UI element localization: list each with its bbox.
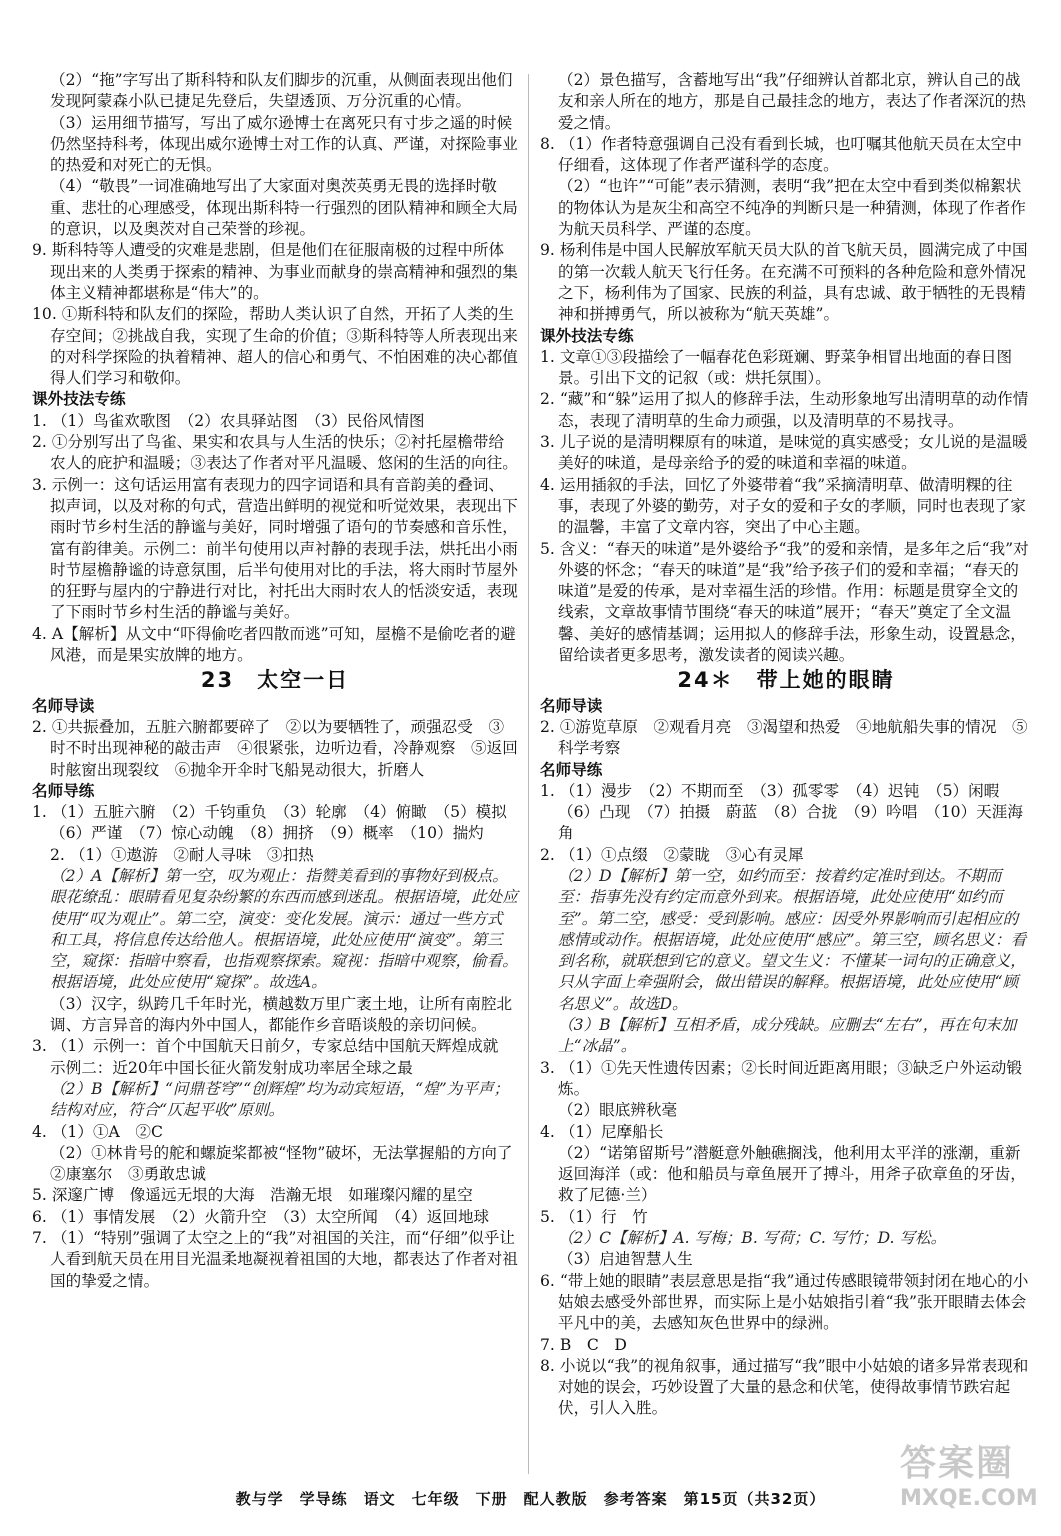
answer-paragraph: 2. （1）①点缀 ②蒙眬 ③心有灵犀 (540, 845, 804, 864)
answer-paragraph: （2）眼底辨秋毫 (558, 1101, 678, 1120)
answer-paragraph: 3. 儿子说的是清明粿原有的味道，是味觉的真实感受；女儿说的是温暖美好的味道，是母亲给予的爱的味道和幸福的味道。 (540, 433, 1028, 473)
watermark-url: MXQE.COM (900, 1486, 1038, 1511)
answer-paragraph: 9. 斯科特等人遭受的灾难是悲剧，但是他们在征服南极的过程中所体现出来的人类勇于探索的精神、为事业而献身的崇高精神和强烈的集体主义精神都堪称是“伟大”的。 (32, 241, 518, 302)
answer-paragraph: 7. （1）“特别”强调了太空之上的“我”对祖国的关注，而“仔细”似乎让人看到航天员在用目光温柔地凝视着祖国的大地，都表达了作者对祖国的挚爱之情。 (32, 1229, 518, 1290)
analysis-note: （2）D【解析】第一空，如约而至：按着约定准时到达。不期而至：指事先没有约定而意外到来。根据语境，此处应使用“如约而至”。第二空，感受：受到影响。感应：因受外界影响而引起相应的感情或动作。根据语境，此处应使用“感应”。第三空，顾名思义：看到名称，就联想到它的意义。望文生义：不懂某一词句的正确意义，只从字面上牵强附会，做出错误的解释。根据语境，此处应使用“顾名思义”。故选D。 (558, 866, 1027, 1013)
analysis-note: （3）B【解析】互相矛盾，成分残缺。应删去“左右”，再在句末加上“冰晶”。 (558, 1016, 1017, 1056)
answer-paragraph: 5. 含义：“春天的味道”是外婆给予“我”的爱和亲情，是多年之后“我”对外婆的怀念；“春天的味道”是“我”给予孩子们的爱和幸福；“春天的味道”是爱的传承，是对幸福生活的珍惜。作用：标题是贯穿全文的线索，文章故事情节围绕“春天的味道”展开；“春天”奠定了全文温馨、美好的感情基调；运用拟人的修辞手法，形象生动，设置悬念，留给读者更多思考，激发读者的阅读兴趣。 (540, 539, 1029, 665)
left-column (32, 70, 529, 1478)
answer-paragraph: （3）汉字，纵跨几千年时光，横越数万里广袤土地，让所有南腔北调、方言异音的海内外中国人，都能作乡音晤谈般的亲切问候。 (50, 994, 513, 1035)
section-heading: 课外技法专练 (540, 326, 634, 345)
answer-paragraph: 4. A【解析】从文中“吓得偷吃者四散而逃”可知，屋檐不是偷吃者的避风港，而是果实放牌的地方。 (32, 624, 516, 665)
answer-paragraph: 示例二：近20年中国长征火箭发射成功率居全球之最 (50, 1058, 413, 1077)
section-heading: 名师导读 (32, 696, 95, 715)
answer-paragraph: 6. （1）事情发展 （2）火箭升空 （3）太空所闻 （4）返回地球 (32, 1207, 490, 1226)
answer-paragraph: 2. （1）①遨游 ②耐人寻味 ③扣热 (50, 845, 314, 864)
section-heading: 名师导练 (540, 760, 603, 779)
answer-paragraph: 2. ①游览草原 ②观看月亮 ③渴望和热爱 ④地航船失事的情况 ⑤科学考察 (540, 717, 1028, 758)
answer-paragraph: （3）启迪智慧人生 (558, 1250, 693, 1269)
answer-paragraph: （2）“拖”字写出了斯科特和队友们脚步的沉重，从侧面表现出他们发现阿蒙森小队已捷足先登后，失望透顶、万分沉重的心情。 (50, 71, 513, 111)
answer-paragraph: 1. （1）漫步 （2）不期而至 （3）孤零零 （4）迟钝 （5）闲暇 （6）凸现 （7）拍摄 蔚蓝 （8）合拢 （9）吟唱 （10）天涯海角 (540, 781, 1023, 843)
analysis-note: （2）A【解析】第一空，叹为观止：指赞美看到的事物好到极点。眼花缭乱：眼睛看见复杂纷繁的东西而感到迷乱。根据语境，此处应使用“叹为观止”。第二空，演变：变化发展。演示：通过一些方式和工具，将信息传达给他人。根据语境，此处应使用“演变”。第三空，窥探：指暗中察看，也指观察探索。窥视：指暗中观察，偷看。根据语境，此处应使用“窥探”。故选A。 (50, 866, 518, 992)
column-divider (528, 74, 529, 1474)
answer-paragraph: （2）①林肯号的舵和螺旋桨都被“怪物”破坏，无法掌握船的方向了 ②康塞尔 ③勇敢忠诚 (50, 1143, 529, 1184)
section-heading: 名师导练 (32, 781, 95, 800)
analysis-note: （2）B【解析】“问鼎苍穹”“创辉煌”均为动宾短语，“煌”为平声；结构对应，符合“仄起平收”原则。 (50, 1079, 510, 1120)
answer-paragraph: （3）运用细节描写，写出了威尔逊博士在离死只有寸步之遥的时候仍然坚持科考，体现出威尔逊博士对工作的认真、严谨，对探险事业的热爱和对死亡的无惧。 (50, 113, 518, 175)
answer-paragraph: 8. 小说以“我”的视角叙事，通过描写“我”眼中小姑娘的诸多异常表现和对她的误会，巧妙设置了大量的悬念和伏笔，使得故事情节跌宕起伏，引人入胜。 (540, 1356, 1029, 1418)
chapter-title: 24＊ 带上她的眼睛 (677, 668, 895, 693)
answer-paragraph: 9. 杨利伟是中国人民解放军航天员大队的首飞航天员，圆满完成了中国的第一次载人航天飞行任务。在充满不可预料的各种危险和意外情况之下，杨利伟为了国家、民族的利益，具有忠诚、敢于牺牲的无畏精神和拼搏勇气，所以被称为“航天英雄”。 (540, 241, 1028, 324)
answer-paragraph: 2. “藏”和“躲”运用了拟人的修辞手法，生动形象地写出清明草的动作情态，表现了清明草的生命力顽强，以及清明草的不易找寻。 (540, 390, 1029, 430)
watermark-logo (900, 1442, 1050, 1532)
analysis-note: （2）C【解析】A. 写梅；B. 写荷；C. 写竹；D. 写松。 (558, 1229, 947, 1248)
answer-paragraph: 3. （1）①先天性遗传因素；②长时间近距离用眼；③缺乏户外运动锻炼。 (540, 1058, 1022, 1098)
answer-paragraph: （2）“诺第留斯号”潜艇意外触礁搁浅，他利用太平洋的涨潮，重新返回海洋（或：他和船员与章鱼展开了搏斗，用斧子砍章鱼的牙齿，救了尼德·兰） (558, 1143, 1026, 1205)
answer-paragraph: 7. B C D (540, 1335, 627, 1354)
answer-paragraph: 1. 文章①③段描绘了一幅春花色彩斑斓、野菜争相冒出地面的春日图景。引出下文的记叙（或：烘托氛围）。 (540, 347, 1013, 388)
answer-paragraph: 10. ①斯科特和队友们的探险，帮助人类认识了自然，开拓了人类的生存空间；②挑战自我，实现了生命的价值；③斯科特等人所表现出来的对科学探险的执着精神、超人的信心和勇气、不怕困难的决心都值得人们学习和敬仰。 (32, 305, 518, 388)
answer-paragraph: 8. （1）作者特意强调自己没有看到长城，也叮嘱其他航天员在太空中仔细看，这体现了作者严谨科学的态度。 (540, 134, 1022, 175)
answer-paragraph: 4. 运用插叙的手法，回忆了外婆带着“我”采摘清明草、做清明粿的往事，表现了外婆的勤劳，对子女的爱和子女的孝顺，同时也表现了家的温馨，丰富了文章内容，突出了中心主题。 (540, 475, 1026, 537)
answer-paragraph: （4）“敬畏”一词准确地写出了大家面对奥茨英勇无畏的选择时敬重、悲壮的心理感受，体现出斯科特一行强烈的团队精神和顾全大局的意识，以及奥茨对自己荣誉的珍视。 (50, 177, 518, 239)
watermark-mark: 答案圈 (900, 1443, 1015, 1484)
chapter-title: 23 太空一日 (200, 668, 350, 693)
answer-paragraph: 4. （1）①A ②C (32, 1122, 163, 1141)
section-heading: 课外技法专练 (32, 390, 126, 409)
answer-paragraph: 3. （1）示例一：首个中国航天日前夕，专家总结中国航天辉煌成就 (32, 1037, 499, 1056)
answer-paragraph: 5. （1）行 竹 (540, 1207, 648, 1226)
answer-paragraph: 6. “带上她的眼睛”表层意思是指“我”通过传感眼镜带领封闭在地心的小姑娘去感受外部世界，而实际上是小姑娘指引着“我”张开眼睛去体会平凡中的美，去感知灰色世界中的绿洲。 (540, 1271, 1029, 1333)
answer-paragraph: 1. （1）五脏六腑 （2）千钧重负 （3）轮廓 （4）俯瞰 （5）模拟 （6）严谨 （7）惊心动魄 （8）拥挤 （9）概率 （10）揣灼 (32, 803, 523, 843)
right-column (540, 70, 1032, 1478)
answer-paragraph: 4. （1）尼摩船长 (540, 1122, 664, 1141)
answer-paragraph: 5. 深邃广博 像遥远无垠的大海 浩瀚无垠 如璀璨闪耀的星空 (32, 1186, 473, 1205)
answer-paragraph: 2. ①分别写出了鸟雀、果实和农具与人生活的快乐；②衬托屋檐带给农人的庇护和温暖；③表达了作者对平凡温暖、悠闲的生活的向往。 (32, 433, 518, 473)
answer-paragraph: 1. （1）鸟雀欢歌图 （2）农具驿站图 （3）民俗风情图 (32, 411, 425, 430)
answer-paragraph: 2. ①共振叠加，五脏六腑都要碎了 ②以为要牺牲了，顽强忍受 ③时不时出现神秘的敲击声 ④很紧张，边听边看，冷静观察 ⑤返回时舷窗出现裂纹 ⑥抛伞开伞时飞船晃动很大，折磨人 (32, 717, 518, 779)
page-footer: 教与学 学导练 语文 七年级 下册 配人教版 参考答案 第15页（共32页） (235, 1490, 826, 1508)
answer-paragraph: 3. 示例一：这句话运用富有表现力的四字词语和具有音韵美的叠词、拟声词，以及对称的句式，营造出鲜明的视觉和听觉效果，表现出下雨时节乡村生活的静谧与美好，同时增强了语句的节奏感和音乐性，富有韵律美。示例二：前半句使用以声衬静的表现手法，烘托出小雨时节屋檐静谧的诗意氛围，后半句使用对比的手法，将大雨时节屋外的狂野与屋内的宁静进行对比，衬托出大雨时农人的恬淡安适，表现了下雨时节乡村生活的静谧与美好。 (32, 475, 518, 622)
answer-paragraph: （2）“也许”“可能”表示猜测，表明“我”把在太空中看到类似棉絮状的物体认为是灰尘和高空不纯净的判断只是一种猜测，体现了作者作为航天员科学、严谨的态度。 (558, 177, 1026, 239)
section-heading: 名师导读 (540, 696, 603, 715)
answer-paragraph: （2）景色描写，含蓄地写出“我”仔细辨认首都北京，辨认自己的战友和亲人所在的地方，那是自己最挂念的地方，表达了作者深沉的热爱之情。 (558, 71, 1026, 132)
